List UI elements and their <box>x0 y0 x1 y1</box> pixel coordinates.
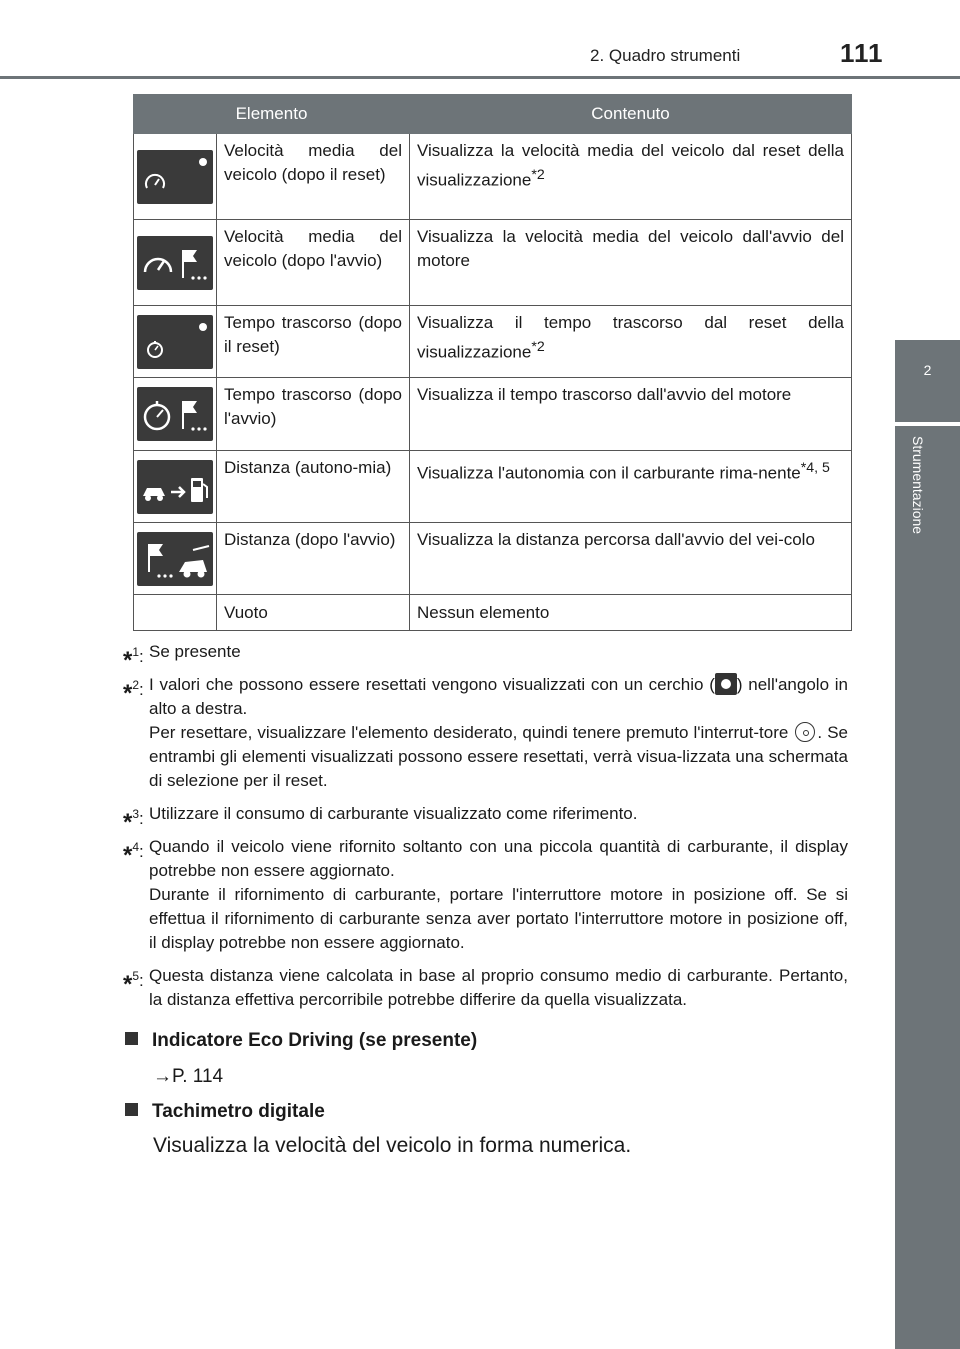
footnote-text: Questa distanza viene calcolata in base al proprio consumo medio di carburante. Pertanto, la distanza effettiva percorribile potrebbe differire da quella visualizzata. <box>149 966 848 1009</box>
average-speed-reset-icon <box>137 150 213 204</box>
footnote-text: I valori che possono essere resettati vengono visualizzati con un cerchio ( <box>149 675 715 694</box>
table-row <box>134 378 852 451</box>
table-row <box>134 306 852 378</box>
item-name: Tempo trascorso (dopo l'avvio) <box>217 378 410 451</box>
footnote-number: 4 <box>132 840 140 854</box>
item-description: Visualizza l'autonomia con il carburante rima-nente <box>417 463 801 483</box>
footnote-number: 2 <box>132 678 140 692</box>
average-speed-start-icon <box>137 236 213 290</box>
section-heading <box>125 1101 325 1123</box>
header-rule <box>0 76 960 79</box>
item-name: Tempo trascorso (dopo il reset) <box>217 306 410 378</box>
col-header-element: Elemento <box>134 95 410 134</box>
item-description: Visualizza la distanza percorsa dall'avvio del vei-colo <box>417 530 815 549</box>
footnotes <box>112 640 848 1021</box>
footnote-text: . Se entrambi gli elementi visualizzati possono essere resettati, verrà visua-lizzata una schermata di selezione per il reset. <box>149 723 848 790</box>
footnote-text: Utilizzare il consumo di carburante visualizzato come riferimento. <box>149 804 638 823</box>
table-row <box>134 595 852 631</box>
table-row <box>134 523 852 595</box>
footnote: *$^1$: Se presente <box>112 640 848 664</box>
item-description: Visualizza il tempo trascorso dall'avvio del motore <box>417 385 792 404</box>
items-table <box>133 94 852 631</box>
footnote-text: Quando il veicolo viene rifornito soltanto con una piccola quantità di carburante, il display potrebbe non essere aggiornato. <box>149 837 848 880</box>
section-heading <box>125 1030 477 1052</box>
footnote: *$^5$: Questa distanza viene calcolata in base al proprio consumo medio di carburante. Pertanto, la distanza effettiva percorribile potrebbe differire da quella visualizzata. <box>112 964 848 1012</box>
item-name: Distanza (dopo l'avvio) <box>217 523 410 595</box>
item-name: Vuoto <box>217 595 410 631</box>
footnote-text: ) nell'angolo in alto a destra. <box>149 675 848 718</box>
chapter-tab: 2 <box>895 340 960 422</box>
item-description: Visualizza la velocità media del veicolo dal reset della visualizzazione <box>417 141 844 190</box>
section-title: Indicatore Eco Driving (se presente) <box>152 1030 478 1051</box>
note-ref: *2 <box>531 167 545 183</box>
note-ref: *4, 5 <box>800 460 830 476</box>
table-row <box>134 134 852 220</box>
item-description: Visualizza il tempo trascorso dal reset della visualizzazione <box>417 313 844 362</box>
section-title: 2. Quadro strumenti <box>590 46 741 65</box>
meter-switch-icon <box>795 722 815 742</box>
table-row <box>134 220 852 306</box>
footnote-text: Se presente <box>149 642 241 661</box>
page-reference: →P. 114 <box>153 1066 224 1087</box>
item-name: Distanza (autono-mia) <box>217 451 410 523</box>
section-title: Tachimetro digitale <box>152 1101 325 1122</box>
table-header-row <box>134 95 852 134</box>
bullet-square-icon <box>125 1032 138 1045</box>
item-description: Visualizza la velocità media del veicolo dall'avvio del motore <box>417 227 844 270</box>
range-fuel-icon <box>137 460 213 514</box>
chapter-band <box>895 426 960 1349</box>
bullet-square-icon <box>125 1103 138 1116</box>
item-description: Nessun elemento <box>410 595 852 631</box>
footnote: *$^4$: Quando il veicolo viene rifornito soltanto con una piccola quantità di carburante, il display potrebbe non essere aggiornato. Durante il rifornimento di carburante, portare l'interruttore motore in posizione off. Se si effettua il rifornimento di carburante senza aver portato l'interruttore motore in posizione off, il display potrebbe non essere aggiornato. <box>112 835 848 955</box>
chapter-label: Strumentazione <box>910 436 926 535</box>
elapsed-time-start-icon <box>137 387 213 441</box>
note-ref: *2 <box>531 339 545 355</box>
table-row <box>134 451 852 523</box>
footnote-number: 1 <box>132 645 140 659</box>
reset-circle-icon <box>715 673 737 695</box>
page-number: 111 <box>840 38 884 68</box>
footnote-text: Durante il rifornimento di carburante, portare l'interruttore motore in posizione off. Se si effettua il rifornimento di carburante senza aver portato l'interruttore motore in posizione off, il display potrebbe non essere aggiornato. <box>149 885 848 952</box>
footnote-text: Per resettare, visualizzare l'elemento desiderato, quindi tenere premuto l'interrut-tore <box>149 723 789 742</box>
col-header-content: Contenuto <box>410 95 852 134</box>
footnote: *$^2$: I valori che possono essere resettati vengono visualizzati con un cerchio ( ) nell'angolo in alto a destra. Per resettare, visualizzare l'elemento desiderato, quindi tenere premuto l'interrut-tore . Se entrambi gli elementi visualizzati possono essere resettati, verrà visua-lizzata una schermata di selezione per il reset. <box>123 675 848 790</box>
distance-start-icon <box>137 532 213 586</box>
footnote: *$^3$: Utilizzare il consumo di carburante visualizzato come riferimento. <box>112 802 848 826</box>
item-name: Velocità media del veicolo (dopo l'avvio) <box>217 220 410 306</box>
elapsed-time-reset-icon <box>137 315 213 369</box>
section-body: Visualizza la velocità del veicolo in forma numerica. <box>153 1134 632 1157</box>
item-name: Velocità media del veicolo (dopo il reset) <box>217 134 410 220</box>
footnote-number: 5 <box>132 969 140 983</box>
footnote-number: 3 <box>132 807 140 821</box>
